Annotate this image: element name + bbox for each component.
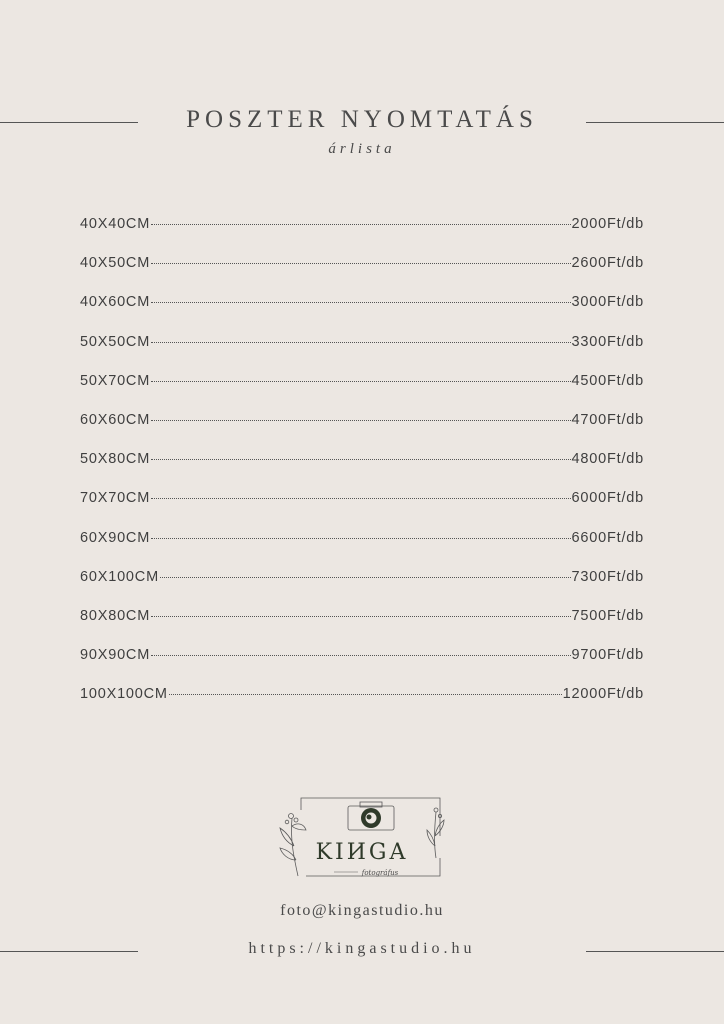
dot-leader bbox=[169, 694, 562, 695]
size-label: 40X60CM bbox=[80, 294, 151, 311]
price-value: 6600Ft/db bbox=[571, 529, 644, 546]
price-row bbox=[80, 647, 644, 686]
camera-icon bbox=[348, 802, 394, 830]
size-label: 60X100CM bbox=[80, 568, 159, 585]
dot-leader bbox=[151, 381, 570, 382]
price-list bbox=[80, 216, 644, 725]
dot-leader bbox=[151, 224, 570, 225]
price-value: 3000Ft/db bbox=[571, 294, 644, 311]
size-label: 60X60CM bbox=[80, 411, 151, 428]
price-value: 6000Ft/db bbox=[571, 490, 644, 507]
price-value: 2600Ft/db bbox=[571, 255, 644, 272]
size-label: 50X70CM bbox=[80, 372, 151, 389]
dot-leader bbox=[151, 459, 570, 460]
dot-leader bbox=[151, 302, 570, 303]
page-title: POSZTER NYOMTATÁS bbox=[186, 106, 538, 133]
price-value: 4700Ft/db bbox=[571, 411, 644, 428]
price-value: 3300Ft/db bbox=[571, 333, 644, 350]
price-row bbox=[80, 373, 644, 412]
dot-leader bbox=[151, 263, 570, 264]
price-row bbox=[80, 216, 644, 255]
price-row bbox=[80, 569, 644, 608]
price-row bbox=[80, 294, 644, 333]
kinga-logo bbox=[276, 796, 448, 882]
size-label: 100X100CM bbox=[80, 686, 168, 703]
size-label: 40X50CM bbox=[80, 255, 151, 272]
botanical-right-icon bbox=[427, 808, 444, 858]
size-label: 40X40CM bbox=[80, 216, 151, 232]
price-row bbox=[80, 412, 644, 451]
price-value: 4800Ft/db bbox=[571, 451, 644, 468]
botanical-left-icon bbox=[280, 814, 306, 877]
size-label: 50X50CM bbox=[80, 333, 151, 350]
contact-email[interactable]: foto@kingastudio.hu bbox=[280, 902, 444, 919]
price-value: 7500Ft/db bbox=[571, 607, 644, 624]
price-row bbox=[80, 334, 644, 373]
logo-tagline: fotográfus bbox=[361, 869, 399, 877]
price-row bbox=[80, 608, 644, 647]
price-value: 9700Ft/db bbox=[571, 647, 644, 664]
price-row bbox=[80, 490, 644, 529]
price-value: 12000Ft/db bbox=[562, 686, 644, 703]
page-subtitle: árlista bbox=[328, 141, 396, 157]
price-row bbox=[80, 530, 644, 569]
dot-leader bbox=[151, 342, 570, 343]
price-value: 2000Ft/db bbox=[571, 216, 644, 232]
size-label: 90X90CM bbox=[80, 647, 151, 664]
dot-leader bbox=[160, 577, 571, 578]
dot-leader bbox=[151, 616, 570, 617]
dot-leader bbox=[151, 498, 570, 499]
logo-wordmark: KIИGA bbox=[315, 840, 409, 865]
price-value: 4500Ft/db bbox=[571, 372, 644, 389]
size-label: 60X90CM bbox=[80, 529, 151, 546]
website-url[interactable]: https://kingastudio.hu bbox=[248, 940, 476, 957]
size-label: 70X70CM bbox=[80, 490, 151, 507]
price-value: 7300Ft/db bbox=[571, 568, 644, 585]
price-row bbox=[80, 255, 644, 294]
price-row bbox=[80, 686, 644, 725]
bottom-right-rule bbox=[586, 951, 724, 952]
dot-leader bbox=[151, 655, 570, 656]
size-label: 50X80CM bbox=[80, 451, 151, 468]
price-row bbox=[80, 451, 644, 490]
size-label: 80X80CM bbox=[80, 607, 151, 624]
dot-leader bbox=[151, 538, 570, 539]
bottom-left-rule bbox=[0, 951, 138, 952]
dot-leader bbox=[151, 420, 570, 421]
